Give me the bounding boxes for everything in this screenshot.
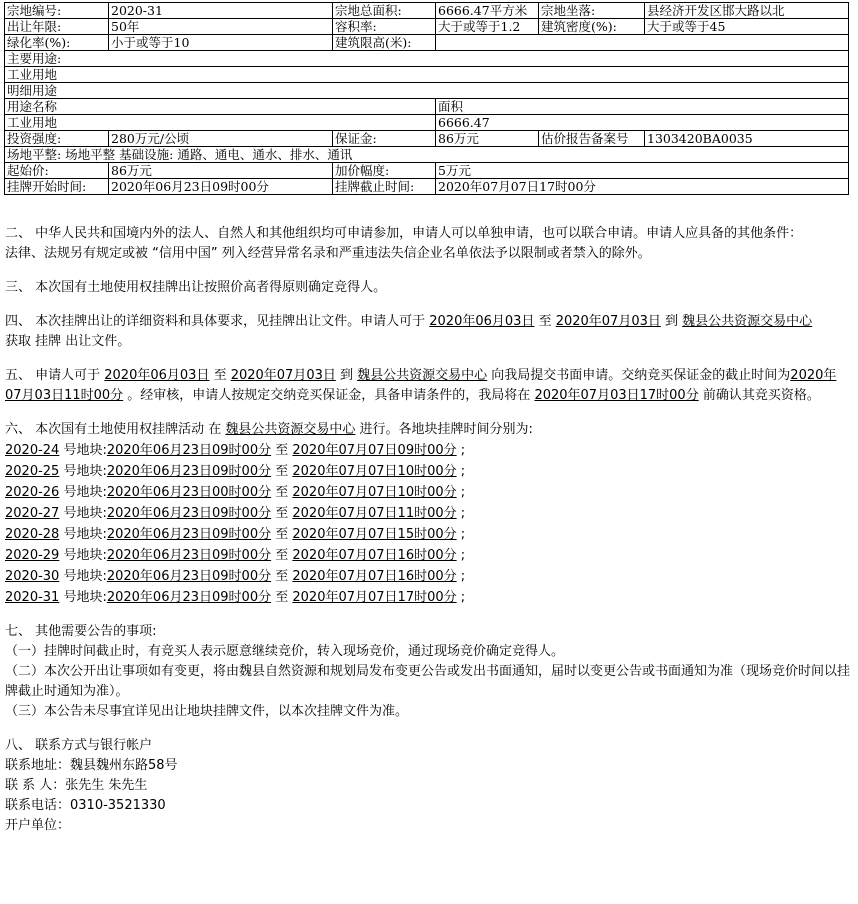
date-link: 2020年06月23日09时00分 [106, 590, 272, 605]
text: ; [456, 485, 466, 500]
value-cell: 86万元 [436, 131, 539, 147]
land-info-table [4, 2, 849, 195]
section-7-title: 七、 其他需要公告的事项: [5, 624, 157, 639]
text: 至 [271, 548, 293, 563]
date-link: 2020年07月03日17时00分 [534, 388, 699, 403]
section-8 [5, 736, 850, 836]
label-cell: 宗地总面积: [333, 3, 436, 19]
text: 向我局提交书面申请。交纳竞买保证金的截止时间为 [487, 368, 791, 383]
text: ; [456, 569, 466, 584]
section-3 [5, 278, 850, 298]
section-7 [5, 622, 850, 722]
plot-id-link: 2020-28 [5, 527, 60, 542]
label-cell: 加价幅度: [333, 163, 436, 179]
date-link: 2020年07月03日 [555, 314, 661, 329]
plot-id-link: 2020-27 [5, 506, 60, 521]
text: 号地块: [59, 485, 107, 500]
date-link: 2020年07月07日16时00分 [292, 548, 457, 563]
section-6 [5, 420, 850, 608]
text: 至 [209, 368, 231, 383]
value-cell: 50年 [109, 19, 333, 35]
place-link: 魏县公共资源交易中心 [682, 314, 813, 329]
section-4-text [5, 312, 850, 352]
plot-id-link: 2020-31 [5, 590, 60, 605]
schedule-row [5, 461, 850, 482]
date-link: 2020年06月03日 [104, 368, 210, 383]
text: ; [456, 443, 466, 458]
table-row [5, 3, 849, 19]
section-5-text [5, 366, 850, 406]
text: 号地块: [59, 464, 107, 479]
text: 至 [271, 485, 293, 500]
date-link: 2020年07月07日09时00分 [292, 443, 457, 458]
table-row [5, 99, 849, 115]
date-link: 2020年07月07日10时00分 [292, 485, 457, 500]
text: 至 [271, 464, 293, 479]
section-4 [5, 312, 850, 352]
schedule-row [5, 524, 850, 545]
value-cell: 大于或等于45 [645, 19, 849, 35]
text: 号地块: [59, 443, 107, 458]
table-row [5, 19, 849, 35]
date-link: 2020年07月03日11时00分 [5, 368, 837, 403]
text: 至 [271, 506, 293, 521]
section-7-item-2: （二）本次公开出让事项如有变更，将由魏县自然资源和规划局发布变更公告或发出书面通知，届时以变更公告或书面通知为准（现场竞价时间以挂牌截止时通知为准）。 [5, 664, 851, 699]
schedule-row [5, 482, 850, 503]
date-link: 2020年06月23日09时00分 [106, 443, 272, 458]
value-cell: 280万元/公顷 [109, 131, 333, 147]
value-cell: 6666.47平方米 [436, 3, 539, 19]
table-row [5, 51, 849, 67]
section-2 [5, 224, 850, 264]
table-row [5, 115, 849, 131]
date-link: 2020年06月23日09时00分 [106, 548, 272, 563]
text: 至 [271, 443, 293, 458]
value-cell: 2020年07月07日17时00分 [436, 179, 849, 195]
main-use-value: 工业用地 [5, 67, 849, 83]
section-7-item-1: （一）挂牌时间截止时，有竞买人表示愿意继续竞价，转入现场竞价，通过现场竞价确定竞得人。 [5, 644, 565, 659]
text: 获取 挂牌 出让文件。 [5, 334, 131, 349]
label-cell: 容积率: [333, 19, 436, 35]
schedule-row [5, 545, 850, 566]
main-use-label: 主要用途: [5, 51, 849, 67]
date-link: 2020年07月03日 [230, 368, 336, 383]
date-link: 2020年07月07日17时00分 [292, 590, 457, 605]
text: 五、 申请人可于 [5, 368, 105, 383]
text: 号地块: [59, 569, 107, 584]
plot-id-link: 2020-26 [5, 485, 60, 500]
text: ; [456, 506, 466, 521]
section-2-line-1: 二、 中华人民共和国境内外的法人、自然人和其他组织均可申请参加，申请人可以单独申请，也可以联合申请。申请人应具备的其他条件： [5, 226, 803, 241]
date-link: 2020年06月23日09时00分 [106, 569, 272, 584]
text: 进行。各地块挂牌时间分别为: [355, 422, 533, 437]
table-row [5, 147, 849, 163]
table-row [5, 131, 849, 147]
value-cell: 1303420BA0035 [645, 131, 849, 147]
section-5 [5, 366, 850, 406]
place-link: 魏县公共资源交易中心 [225, 422, 356, 437]
value-cell: 2020年06月23日09时00分 [109, 179, 333, 195]
text: 至 [271, 590, 293, 605]
label-cell: 出让年限: [5, 19, 109, 35]
label-cell: 宗地编号: [5, 3, 109, 19]
text: ; [456, 590, 466, 605]
text: 号地块: [59, 506, 107, 521]
schedule-row [5, 587, 850, 608]
label-cell: 宗地坐落: [539, 3, 645, 19]
plot-schedule-list [5, 440, 850, 608]
text: 至 [534, 314, 556, 329]
text: 。经审核，申请人按规定交纳竞买保证金，具备申请条件的，我局将在 [123, 388, 535, 403]
date-link: 2020年07月07日15时00分 [292, 527, 457, 542]
plot-id-link: 2020-29 [5, 548, 60, 563]
text: 号地块: [59, 590, 107, 605]
text: 六、 本次国有土地使用权挂牌活动 在 [5, 422, 226, 437]
date-link: 2020年07月07日16时00分 [292, 569, 457, 584]
text: 号地块: [59, 548, 107, 563]
text: 前确认其竞买资格。 [698, 388, 820, 403]
date-link: 2020年06月23日09时00分 [106, 464, 272, 479]
date-link: 2020年06月23日00时00分 [106, 485, 272, 500]
plot-id-link: 2020-25 [5, 464, 60, 479]
contact-address: 联系地址：魏县魏州东路58号 [5, 758, 178, 773]
section-8-title: 八、 联系方式与银行帐户 [5, 738, 153, 753]
text: 到 [335, 368, 358, 383]
date-link: 2020年06月03日 [429, 314, 535, 329]
detail-use-label: 明细用途 [5, 83, 849, 99]
label-cell: 保证金: [333, 131, 436, 147]
label-cell: 估价报告备案号 [539, 131, 645, 147]
date-link: 2020年06月23日09时00分 [106, 506, 272, 521]
table-row [5, 179, 849, 195]
value-cell: 86万元 [109, 163, 333, 179]
schedule-row [5, 566, 850, 587]
label-cell: 绿化率(%): [5, 35, 109, 51]
plot-id-link: 2020-30 [5, 569, 60, 584]
value-cell: 大于或等于1.2 [436, 19, 539, 35]
table-row [5, 35, 849, 51]
section-6-text [5, 420, 850, 440]
text: 四、 本次挂牌出让的详细资料和具体要求，见挂牌出让文件。申请人可于 [5, 314, 430, 329]
announcement-body [5, 224, 850, 850]
value-cell: 县经济开发区邯大路以北 [645, 3, 849, 19]
text: ; [456, 464, 466, 479]
text: ; [456, 548, 466, 563]
label-cell: 投资强度: [5, 131, 109, 147]
date-link: 2020年07月07日10时00分 [292, 464, 457, 479]
plot-id-link: 2020-24 [5, 443, 60, 458]
bank-account-holder: 开户单位： [5, 818, 71, 833]
contact-phone: 联系电话：0310-3521330 [5, 798, 166, 813]
label-cell: 挂牌截止时间: [333, 179, 436, 195]
label-cell: 建筑限高(米): [333, 35, 436, 51]
value-cell: 5万元 [436, 163, 849, 179]
schedule-row [5, 440, 850, 461]
text: ; [456, 527, 466, 542]
value-cell: 2020-31 [109, 3, 333, 19]
table-row [5, 163, 849, 179]
section-3-text: 三、 本次国有土地使用权挂牌出让按照价高者得原则确定竞得人。 [5, 280, 387, 295]
value-cell [436, 35, 849, 51]
label-cell: 挂牌开始时间: [5, 179, 109, 195]
section-2-line-2: 法律、法规另有规定或被 “信用中国” 列入经营异常名录和严重违法失信企业名单依法予以限制或者禁入的除外。 [5, 246, 651, 261]
text: 号地块: [59, 527, 107, 542]
schedule-row [5, 503, 850, 524]
text: 到 [660, 314, 683, 329]
site-prep-cell: 场地平整: 场地平整 基础设施: 通路、通电、通水、排水、通讯 [5, 147, 849, 163]
use-name-header: 用途名称 [5, 99, 436, 115]
place-link: 魏县公共资源交易中心 [357, 368, 488, 383]
date-link: 2020年06月23日09时00分 [106, 527, 272, 542]
contact-person: 联 系 人：张先生 朱先生 [5, 778, 148, 793]
value-cell: 小于或等于10 [109, 35, 333, 51]
use-name-cell: 工业用地 [5, 115, 436, 131]
section-7-item-3: （三）本公告未尽事宜详见出让地块挂牌文件，以本次挂牌文件为准。 [5, 704, 409, 719]
table-row [5, 83, 849, 99]
table-row [5, 67, 849, 83]
label-cell: 起始价: [5, 163, 109, 179]
text: 至 [271, 569, 293, 584]
label-cell: 建筑密度(%): [539, 19, 645, 35]
area-header: 面积 [436, 99, 849, 115]
text: 至 [271, 527, 293, 542]
area-cell: 6666.47 [436, 115, 849, 131]
date-link: 2020年07月07日11时00分 [292, 506, 457, 521]
